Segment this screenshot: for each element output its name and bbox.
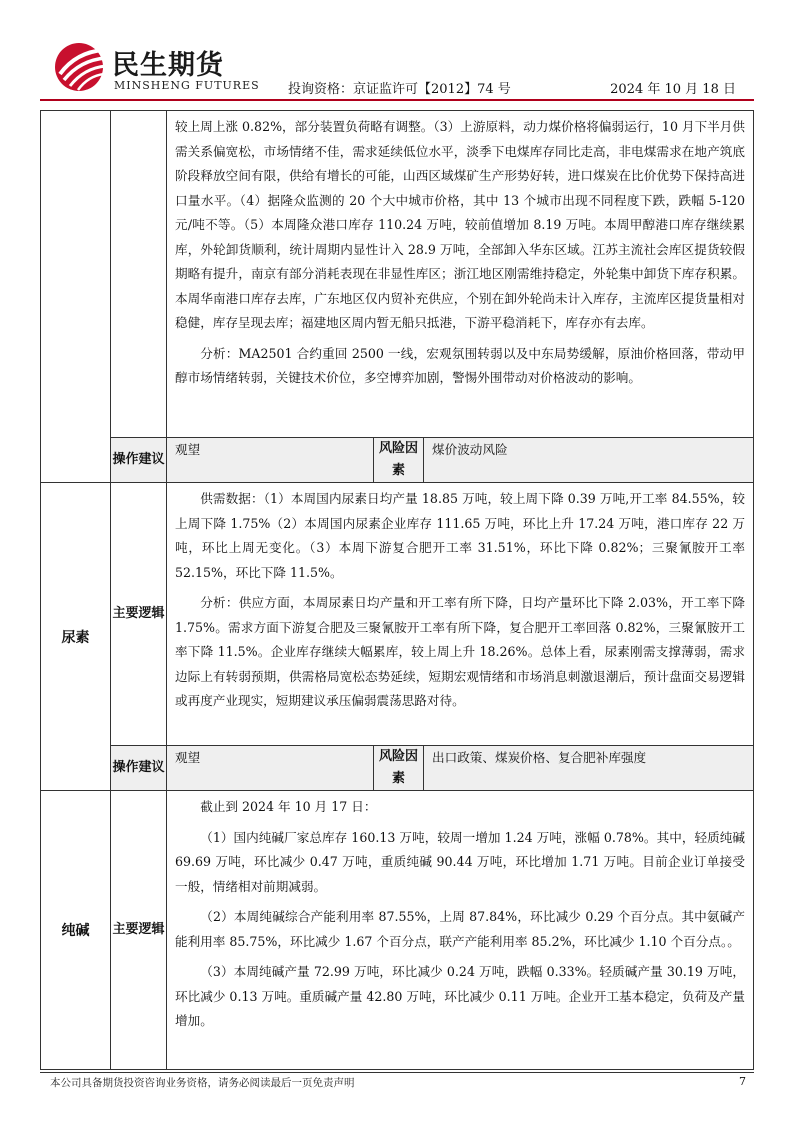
methanol-analysis: 分析：MA2501 合约重回 2500 一线，宏观氛围转弱以及中东局势缓解，原油价格回落，带动甲醇市场情绪转弱，关键技术价位，多空博弈加剧，警惕外围带动对价格波动的影响。 xyxy=(175,345,745,385)
soda-logic-label: 主要逻辑 xyxy=(111,791,167,1070)
urea-advice: 观望 xyxy=(167,746,374,791)
soda-logic-content xyxy=(167,791,754,1070)
soda-logic-row xyxy=(41,791,754,1070)
license-info: 投询资格：京证监许可【2012】74 号 xyxy=(288,82,511,97)
methanol-advice: 观望 xyxy=(167,438,374,483)
methanol-logic-content xyxy=(167,111,754,438)
brand-name-english: MINSHENG FUTURES xyxy=(114,79,260,92)
urea-logic-content xyxy=(167,483,754,746)
methanol-logic-row xyxy=(41,111,754,438)
urea-advice-row xyxy=(41,746,754,791)
urea-risk-label: 风险因素 xyxy=(374,746,424,791)
methanol-logic-text: 较上周上涨 0.82%，部分装置负荷略有调整。（3）上游原料，动力煤价格将偏弱运行，10 月下半月供需关系偏宽松，市场情绪不佳，需求延续低位水平，淡季下电煤库存同比走高，非电煤需求在地产筑底阶段释放空间有限，供给有增长的可能，山西区域煤矿生产形势好转，进口煤炭在比价优势下保持高进口量水平。（4）据隆众监测的 20 个大中城市价格，其中 13 个城市出现不同程度下跌，跌幅 5-120 元/吨不等。（5）本周隆众港口库存 110.24 万吨，较前值增加 8.19 万吨。本周甲醇港口库存继续累库，外轮卸货顺利，统计周期内显性计入 28.9 万吨，全部卸入华东区域。江苏主流社会库区提货较假期略有提升，南京有部分消耗表现在非显性库区；浙江地区刚需维持稳定，外轮集中卸货下库存积累。本周华南港口库存去库，广东地区仅内贸补充供应，个别在卸外轮尚未计入库存，主流库区提货量相对稳健，库存呈现去库；福建地区周内暂无船只抵港，下游平稳消耗下，库存亦有去库。 xyxy=(175,119,745,330)
urea-category: 尿素 xyxy=(41,483,111,791)
urea-risk: 出口政策、煤炭价格、复合肥补库强度 xyxy=(424,746,754,791)
methanol-category-cell xyxy=(41,111,111,483)
soda-output: （3）本周纯碱产量 72.99 万吨，环比减少 0.24 万吨，跌幅 0.33%。轻质碱产量 30.19 万吨，环比减少 0.13 万吨。重质碱产量 42.80 万吨，环比减少 0.11 万吨。企业开工基本稳定，负荷及产量增加。 xyxy=(175,964,745,1028)
methanol-risk: 煤价波动风险 xyxy=(424,438,754,483)
urea-analysis: 分析：供应方面，本周尿素日均产量和开工率有所下降，日均产量环比下降 2.03%，开工率下降 1.75%。需求方面下游复合肥及三聚氰胺开工率有所下降，复合肥开工率回落 0.82%，三聚氰胺开工率下降 11.5%。企业库存继续大幅累库，较上周上升 18.26%。总体上看，尿素刚需支撑薄弱，需求边际上有转弱预期，供需格局宽松态势延续，短期宏观情绪和市场消息刺激退潮后，预计盘面交易逻辑或再度产业现实，短期建议承压偏弱震荡思路对待。 xyxy=(175,595,745,708)
methanol-risk-label: 风险因素 xyxy=(374,438,424,483)
commodity-table xyxy=(40,110,754,1070)
soda-date-line: 截止到 2024 年 10 月 17 日： xyxy=(200,799,377,814)
urea-logic-label: 主要逻辑 xyxy=(111,483,167,746)
page-number: 7 xyxy=(739,1075,746,1088)
header-divider xyxy=(40,99,754,101)
methanol-advice-row xyxy=(41,438,754,483)
brand-name: 民生期货 xyxy=(112,50,224,81)
urea-logic-row xyxy=(41,483,754,746)
soda-category: 纯碱 xyxy=(41,791,111,1070)
methanol-logic-label-cell xyxy=(111,111,167,438)
urea-supply-demand: 供需数据：（1）本周国内尿素日均产量 18.85 万吨，较上周下降 0.39 万吨,开工率 84.55%，较上周下降 1.75%（2）本周国内尿素企业库存 111.65 万吨，环比上升 17.24 万吨，港口库存 22 万吨，环比上周无变化。（3）本周下游复合肥开工率 31.51%，环比下降 0.82%；三聚氰胺开工率 52.15%，环比下降 11.5%。 xyxy=(175,491,745,580)
report-date: 2024 年 10 月 18 日 xyxy=(610,82,736,97)
soda-inventory: （1）国内纯碱厂家总库存 160.13 万吨，较周一增加 1.24 万吨，涨幅 0.78%。其中，轻质纯碱 69.69 万吨，环比减少 0.47 万吨，重质纯碱 90.44 万吨，环比增加 1.71 万吨。目前企业订单接受一般，情绪相对前期减弱。 xyxy=(175,829,745,894)
footer-divider xyxy=(40,1072,754,1073)
methanol-advice-label: 操作建议 xyxy=(111,438,167,483)
soda-capacity: （2）本周纯碱综合产能利用率 87.55%，上周 87.84%，环比减少 0.29 个百分点。其中氨碱产能利用率 85.75%，环比减少 1.67 个百分点，联产产能利用率 85.2%，环比减少 1.10 个百分点。。 xyxy=(175,909,745,949)
footer-disclaimer: 本公司具备期货投资咨询业务资格，请务必阅读最后一页免责声明 xyxy=(50,1077,355,1089)
minsheng-logo-icon xyxy=(52,40,108,92)
urea-advice-label: 操作建议 xyxy=(111,746,167,791)
